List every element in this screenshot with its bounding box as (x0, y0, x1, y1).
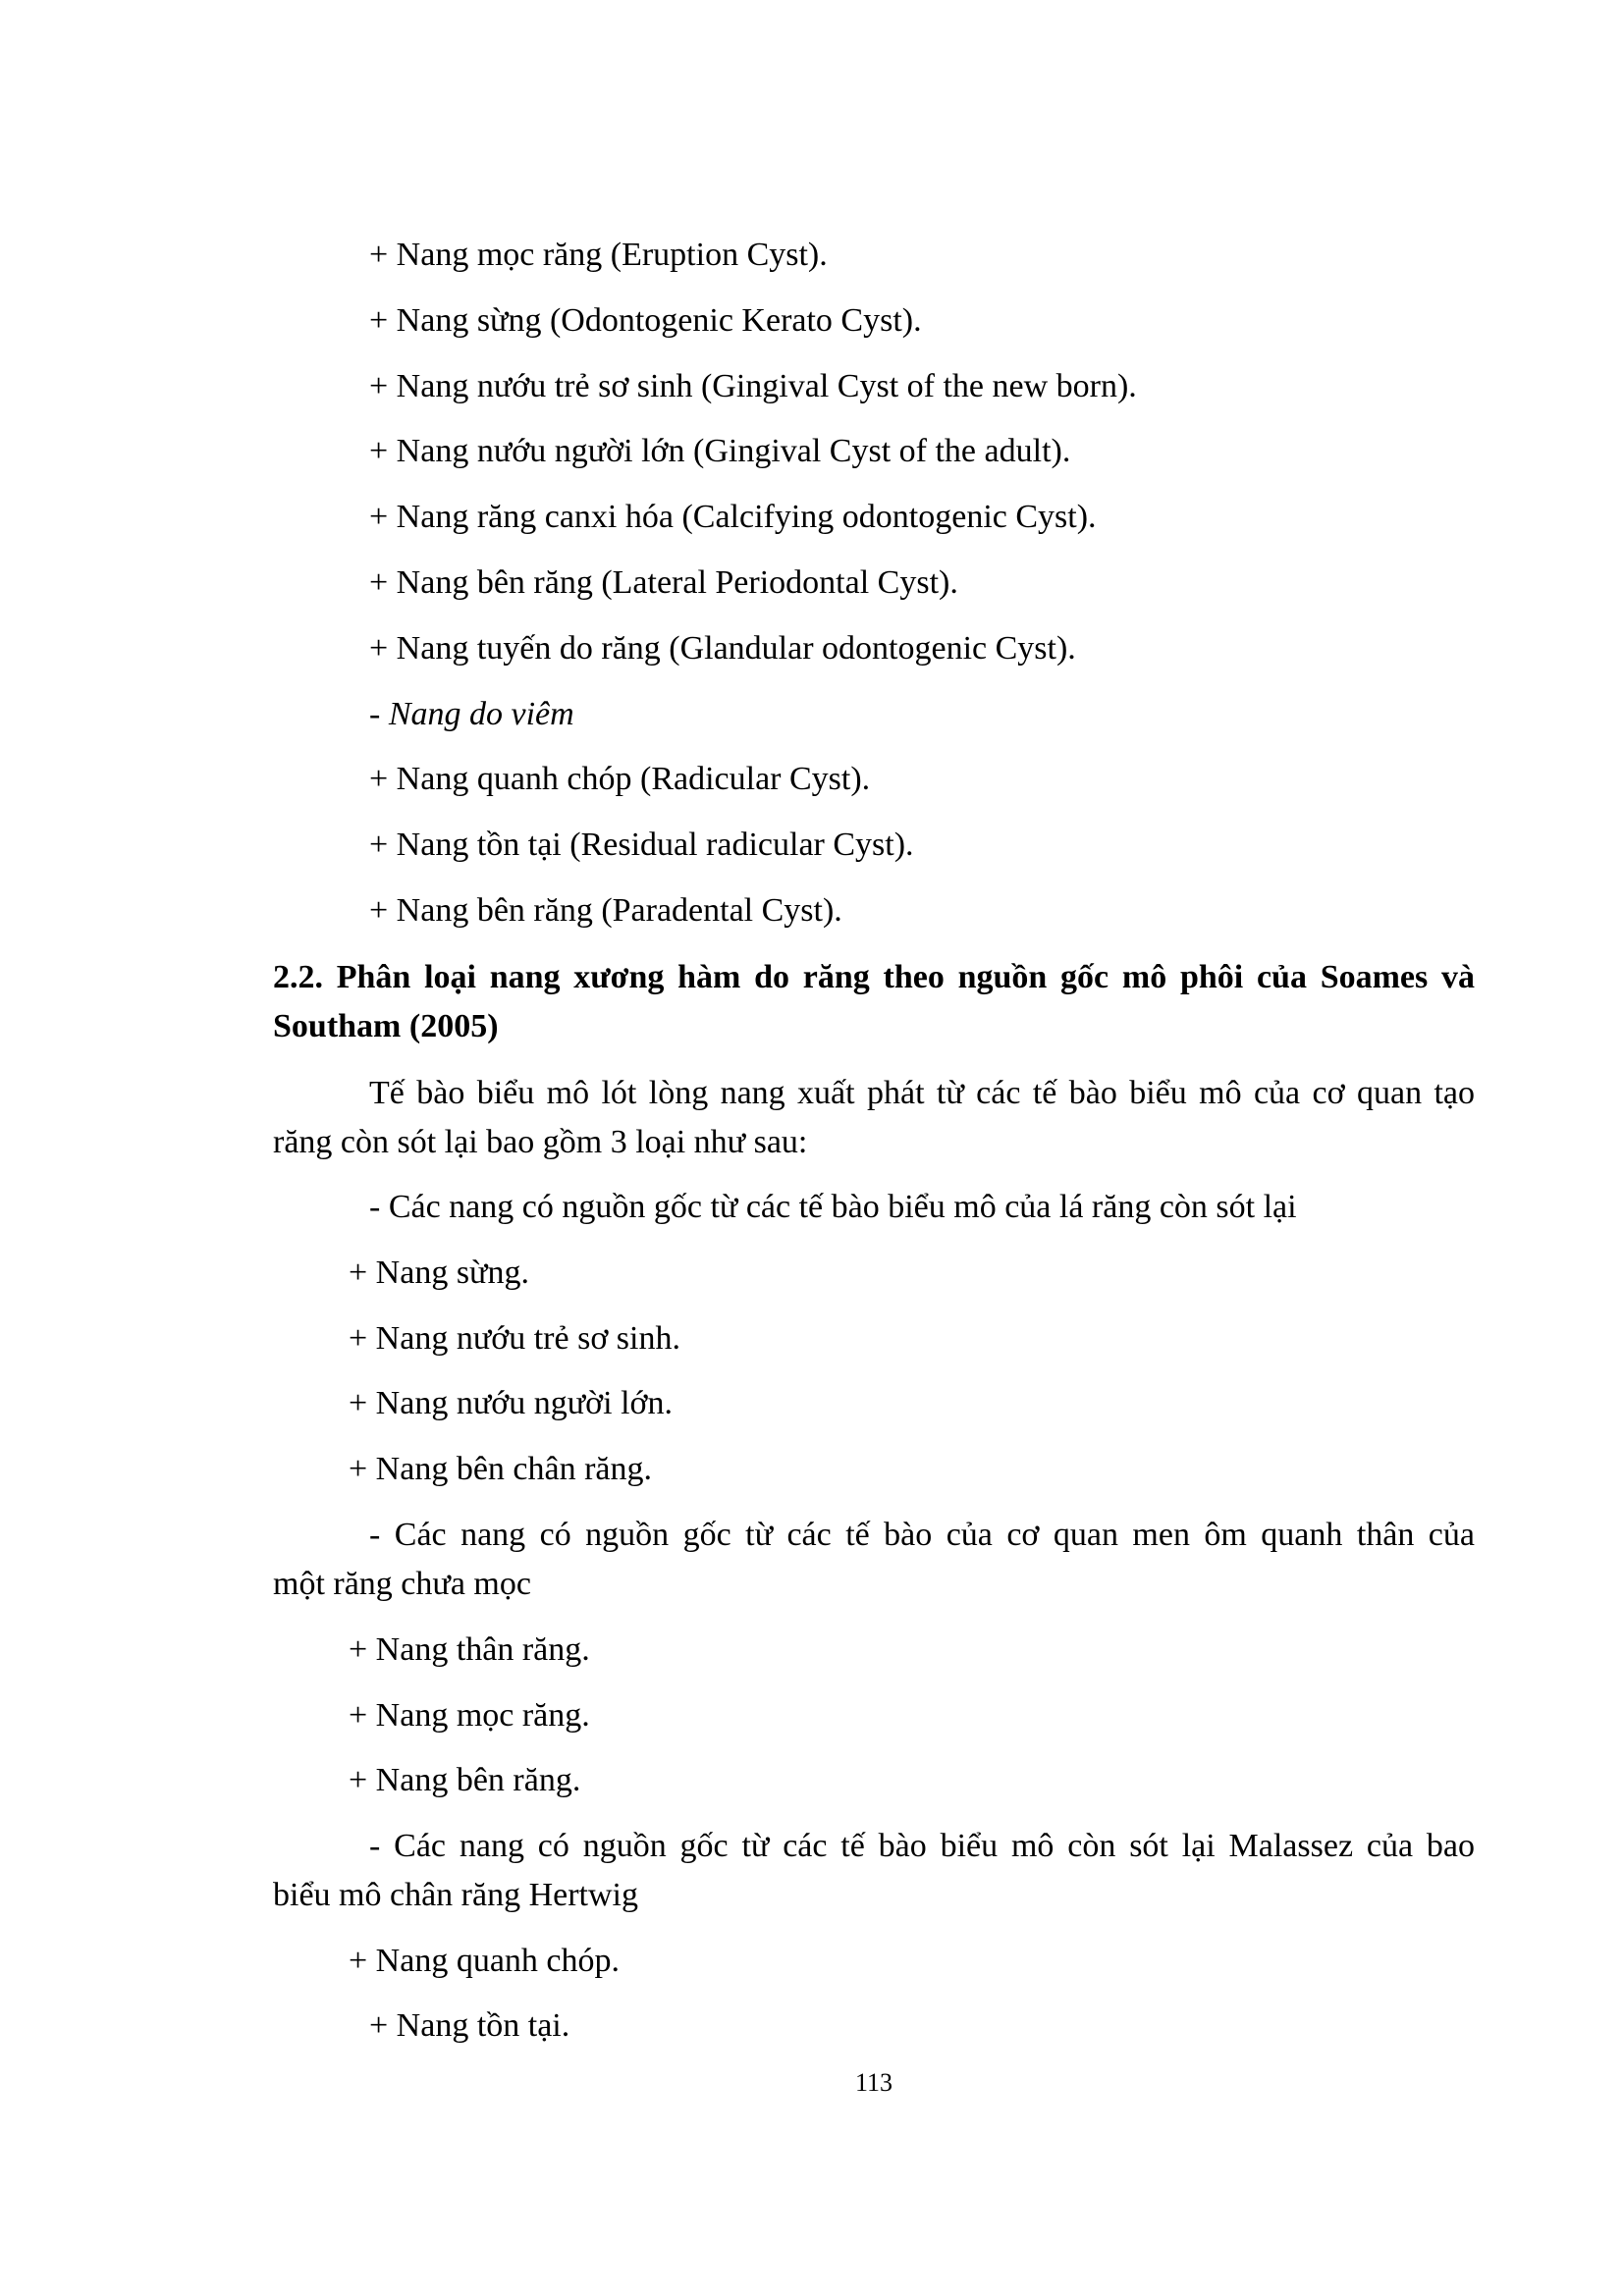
list-item: + Nang mọc răng. (349, 1697, 590, 1734)
intro-line1: Tế bào biểu mô lót lòng nang xuất phát từ các tế bào biểu mô của cơ quan tạo (369, 1075, 1475, 1111)
group2-title-line1: - Các nang có nguồn gốc từ các tế bào của cơ quan men ôm quanh thân của (369, 1517, 1475, 1553)
list-item: + Nang răng canxi hóa (Calcifying odontogenic Cyst). (369, 499, 1097, 535)
subheading-inflammatory: - Nang do viêm (369, 696, 574, 732)
list-item: + Nang nướu trẻ sơ sinh (Gingival Cyst of the new born). (369, 368, 1137, 404)
list-item: + Nang nướu người lớn (Gingival Cyst of the adult). (369, 433, 1071, 469)
list-item: + Nang bên răng (Paradental Cyst). (369, 892, 842, 929)
list-item: + Nang sừng. (349, 1255, 529, 1291)
list-item: + Nang quanh chóp. (349, 1943, 621, 1979)
list-item: + Nang tồn tại (Residual radicular Cyst). (369, 827, 914, 863)
list-item: + Nang nướu trẻ sơ sinh. (349, 1320, 680, 1357)
list-item: + Nang tuyến do răng (Glandular odontogenic Cyst). (369, 630, 1076, 667)
list-item: + Nang tồn tại. (369, 2007, 570, 2044)
group3-title-line2: biểu mô chân răng Hertwig (273, 1877, 638, 1913)
list-item: + Nang bên chân răng. (349, 1451, 653, 1487)
section-heading-line1: 2.2. Phân loại nang xương hàm do răng theo nguồn gốc mô phôi của Soames và (273, 959, 1475, 995)
page-number: 113 (854, 2068, 893, 2097)
list-item: + Nang thân răng. (349, 1631, 590, 1668)
list-item: + Nang bên răng (Lateral Periodontal Cyst). (369, 564, 958, 601)
group3-title-line1: - Các nang có nguồn gốc từ các tế bào biểu mô còn sót lại Malassez của bao (369, 1828, 1475, 1864)
section-heading-line2: Southam (2005) (273, 1008, 499, 1044)
group1-title: - Các nang có nguồn gốc từ các tế bào biểu mô của lá răng còn sót lại (369, 1189, 1297, 1225)
group2-title-line2: một răng chưa mọc (273, 1566, 531, 1602)
list-item: + Nang bên răng. (349, 1762, 581, 1798)
list-item: + Nang nướu người lớn. (349, 1385, 674, 1421)
intro-line2: răng còn sót lại bao gồm 3 loại như sau: (273, 1124, 808, 1160)
list-item: + Nang sừng (Odontogenic Kerato Cyst). (369, 302, 922, 339)
list-item: + Nang quanh chóp (Radicular Cyst). (369, 761, 871, 797)
list-item: + Nang mọc răng (Eruption Cyst). (369, 237, 828, 273)
